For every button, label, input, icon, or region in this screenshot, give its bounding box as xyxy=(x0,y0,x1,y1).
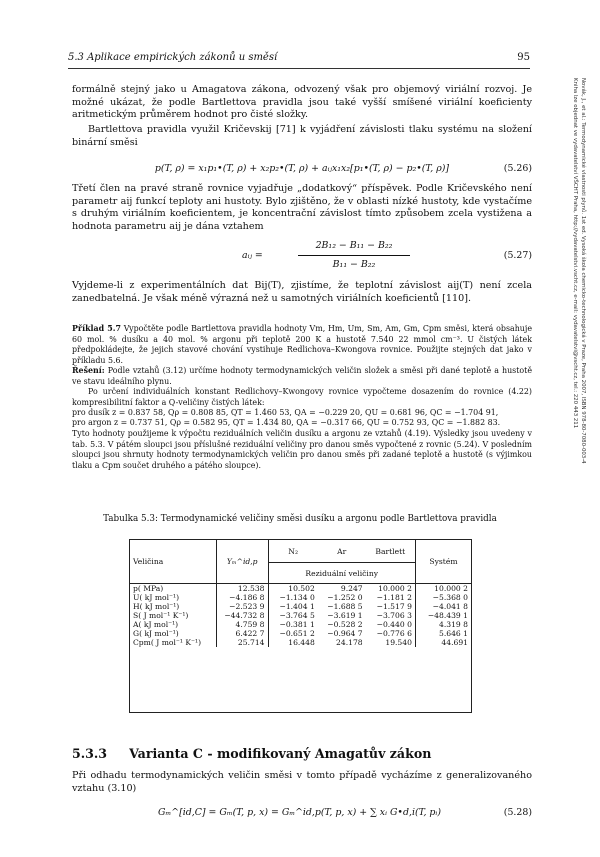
row-ideal: −2.523 9 xyxy=(216,602,268,611)
header-system: Systém xyxy=(415,540,471,584)
solution-step-3: Tyto hodnoty použijeme k výpočtu reziduálních veličin dusíku a argonu ze vztahů (4.19). Výsledky jsou uvedeny v tab. 5.3. V pátém sloupci jsou příslušné reziduální veličiny pro danou směs vypočtené z rovnic (5.24). V posledním sloupci jsou shrnuty hodnoty termodynamických veličin pro danou směs při zadané teplotě a hustotě (s výjimkou tlaku a Cpm součet druhého a pátého sloupce). xyxy=(72,429,532,470)
header-quantity: Veličina xyxy=(133,557,164,566)
solution-step-2: Po určení individuálních konstant Redlichovy–Kwongovy rovnice vypočteme dosazením do rovnice (4.22) kompresibilitní faktor a Q-veličiny čistých látek: xyxy=(72,387,532,407)
table-row xyxy=(130,593,471,602)
solution-text: Podle vztahů (3.12) určíme hodnoty termodynamických veličin složek a směsi při dané teplotě a hustotě ve stavu ideálního plynu. xyxy=(72,366,532,386)
section-heading-title: Varianta C - modifikovaný Amagatův zákon xyxy=(129,746,432,761)
side-note xyxy=(543,78,595,638)
row-n2: −1.134 0 xyxy=(268,593,318,602)
row-quantity: Cpm( J mol⁻¹ K⁻¹) xyxy=(133,638,202,647)
header-ideal: Yₘ^id,p xyxy=(216,540,268,584)
equation-lhs: aᵢⱼ = xyxy=(242,250,263,261)
row-system: 5.646 1 xyxy=(415,629,471,638)
row-ideal: 6.422 7 xyxy=(216,629,268,638)
example-text: Vypočtěte podle Bartlettova pravidla hodnoty Vm, Hm, Um, Sm, Am, Gm, Cpm směsi, která obsahuje 60 mol. % dusíku a 40 mol. % argonu při teplotě 200 K a hustotě 7.540 22 mmol cm⁻³. U čistých látek předpokládejte, že jejich stavové chování vystihuje Redlichova–Kwongova rovnice. Použijte stejných dat jako v příkladu 5.6. xyxy=(72,324,532,365)
row-ar: 24.178 xyxy=(336,638,363,647)
fraction-bar xyxy=(298,255,410,256)
equation-number: (5.28) xyxy=(503,807,532,818)
argon-values: pro argon z = 0.737 51, Qρ = 0.582 95, QT = 1.434 80, QA = −0.317 66, QU = 0.752 93, QC = −1.882 83. xyxy=(72,418,501,427)
equation-number: (5.26) xyxy=(503,163,532,174)
paragraph-4: Vyjdeme-li z experimentálních dat Bij(T), zjistíme, že teplotní závislost aij(T) není zcela zanedbatelná. Je však méně výrazná než u samotných viriálních koeficientů [110]. xyxy=(72,280,532,304)
row-bartlett: −0.776 6 xyxy=(376,629,412,638)
equation-5-28 xyxy=(72,807,532,823)
section-title: 5.3 Aplikace empirických zákonů u směsí xyxy=(68,52,278,63)
fraction-numerator: 2B₁₂ − B₁₁ − B₂₂ xyxy=(315,240,393,251)
row-quantity: U( kJ mol⁻¹) xyxy=(133,593,180,602)
table-row xyxy=(130,584,471,594)
section-heading xyxy=(72,746,431,761)
side-note-line-2: Kniha lze objednat ve vydavatelství VŠCHT Praha, http://vydavatelstvi.vscht.cz, e-mail: vydavatelstvi@vscht.cz, tel.: 220 443 211 xyxy=(572,78,578,429)
paragraph-2: Bartlettova pravidla využil Kričevskij [71] k vyjádření závislosti tlaku systému na složení binární směsi xyxy=(72,124,532,148)
row-ar: −0.528 2 xyxy=(327,620,363,629)
row-ideal: −44.732 8 xyxy=(216,611,268,620)
row-ideal: 4.759 8 xyxy=(216,620,268,629)
row-n2: −0.651 2 xyxy=(268,629,318,638)
section-number: 5.3.3 xyxy=(72,746,108,761)
row-bartlett: −3.706 3 xyxy=(376,611,412,620)
paragraph-1: formálně stejný jako u Amagatova zákona, odvozený však pro objemový viriální rozvoj. Je možné ukázat, že podle Bartlettova pravidla jsou také vyšší smíšené viriální koeficienty aritmetickým průměrem hodnot pro čisté složky. xyxy=(72,84,532,121)
row-ar: −1.252 0 xyxy=(327,593,363,602)
row-ideal: 25.714 xyxy=(216,638,268,647)
table-row xyxy=(130,602,471,611)
row-ideal: 12.538 xyxy=(216,584,268,594)
table-row xyxy=(130,611,471,620)
table-header-row xyxy=(130,540,471,563)
row-quantity: p( MPa) xyxy=(130,584,216,594)
row-ar: −3.619 1 xyxy=(327,611,363,620)
running-head xyxy=(68,52,530,63)
section-intro: Při odhadu termodynamických veličin směsi v tomto případě vycházíme z generalizovaného vztahu (3.10) xyxy=(72,770,532,794)
table-row xyxy=(130,629,471,638)
row-quantity: S( J mol⁻¹ K⁻¹) xyxy=(133,611,189,620)
paragraph-3: Třetí člen na pravé straně rovnice vyjadřuje „dodatkový“ příspěvek. Podle Kričevského není parametr aij funkcí teploty ani hustoty. Bylo zjištěno, že v oblasti nízké hustoty, kde vystačíme s druhým viriálním koeficientem, je koncentrační závislost tímto způsobem zcela vystižena a hodnota parametru aij je dána vztahem xyxy=(72,183,532,232)
header-ar: Ar xyxy=(337,546,347,556)
row-n2: −0.381 1 xyxy=(268,620,318,629)
row-quantity: A( kJ mol⁻¹) xyxy=(133,620,179,629)
equation-formula: Gₘ^[id,C] = Gₘ(T, p, x) = Gₘ^id,p(T, p, x) + ∑ xᵢ G•d,i(T, pᵢ) xyxy=(158,807,441,818)
header-rule xyxy=(68,68,530,69)
row-n2: −3.764 5 xyxy=(268,611,318,620)
table-row xyxy=(130,620,471,629)
caption-label: Tabulka 5.3: xyxy=(103,514,158,524)
row-system: 10.000 2 xyxy=(415,584,471,594)
results-table xyxy=(129,539,472,713)
table-row xyxy=(130,638,471,647)
equation-5-27 xyxy=(72,240,532,274)
row-quantity: G( kJ mol⁻¹) xyxy=(133,629,179,638)
example-statement xyxy=(72,324,532,366)
row-bartlett: −1.517 9 xyxy=(376,602,412,611)
side-note-text xyxy=(571,78,587,638)
header-n2: N₂ xyxy=(268,540,318,563)
equation-5-26 xyxy=(72,163,532,179)
table-caption xyxy=(80,514,520,524)
nitrogen-values: pro dusík z = 0.837 58, Qρ = 0.808 85, QT = 1.460 53, QA = −0.229 20, QU = 0.681 96, QC = −1.704 91, xyxy=(72,408,499,417)
caption-text: Termodynamické veličiny směsi dusíku a argonu podle Bartlettova pravidla xyxy=(160,514,497,524)
results-table-grid xyxy=(130,540,471,647)
row-bartlett: −1.181 2 xyxy=(376,593,412,602)
row-system: −5.368 0 xyxy=(415,593,471,602)
row-ar: 9.247 xyxy=(318,584,366,594)
row-n2: 16.448 xyxy=(268,638,318,647)
row-ar: −1.688 5 xyxy=(327,602,363,611)
solution-intro xyxy=(72,366,532,387)
equation-formula: p(T, ρ) = x₁p₁•(T, ρ) + x₂p₂•(T, ρ) + aᵢⱼx₁x₂[p₁•(T, ρ) − p₂•(T, ρ)] xyxy=(154,163,450,174)
row-n2: 10.502 xyxy=(268,584,318,594)
equation-number: (5.27) xyxy=(503,250,532,261)
row-system: 4.319 8 xyxy=(415,620,471,629)
row-ar: −0.964 7 xyxy=(327,629,363,638)
row-bartlett: 19.540 xyxy=(385,638,412,647)
solution-label: Řešení: xyxy=(72,366,105,375)
example-title: Příklad 5.7 xyxy=(72,324,121,333)
row-system: 44.691 xyxy=(415,638,471,647)
row-bartlett: 10.000 2 xyxy=(366,584,416,594)
header-bartlett: Bartlett xyxy=(375,546,406,556)
row-quantity: H( kJ mol⁻¹) xyxy=(133,602,180,611)
page-number: 95 xyxy=(517,52,530,63)
row-system: −48.439 1 xyxy=(415,611,471,620)
header-residual: Reziduální veličiny xyxy=(268,563,415,584)
row-n2: −1.404 1 xyxy=(268,602,318,611)
fraction-denominator: B₁₁ − B₂₂ xyxy=(332,259,376,270)
side-note-line-1: Novák, J., et al.: Termodynamické vlastnosti plynů. 1st ed. Vysoká škola chemicko-technologická v Praze, Praha 2007, ISBN 978-80-7080-003-4 xyxy=(580,78,586,464)
row-bartlett: −0.440 0 xyxy=(376,620,412,629)
row-ideal: −4.186 8 xyxy=(216,593,268,602)
row-system: −4.041 8 xyxy=(415,602,471,611)
